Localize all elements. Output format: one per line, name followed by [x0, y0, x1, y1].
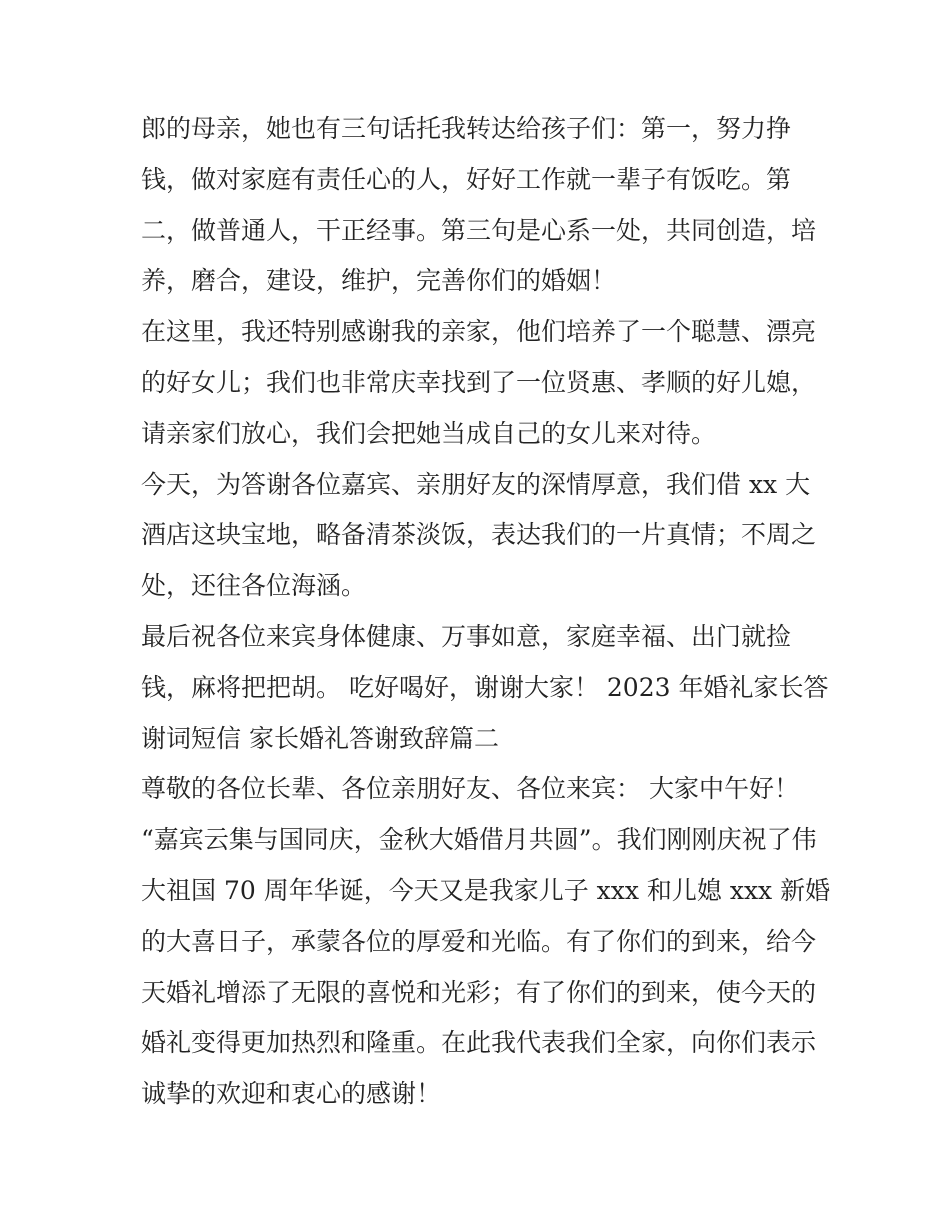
text-line: 郎的母亲，她也有三句话托我转达给孩子们：第一，努力挣	[141, 114, 792, 143]
text-line: 今天，为答谢各位嘉宾、亲朋好友的深情厚意，我们借 xx 大	[141, 469, 811, 499]
text-line: 谢词短信 家长婚礼答谢致辞篇二	[141, 723, 499, 753]
text-line: 最后祝各位来宾身体健康、万事如意，家庭幸福、出门就捡	[141, 621, 792, 651]
text-line: 酒店这块宝地，略备清茶淡饭，表达我们的一片真情；不周之	[141, 520, 817, 550]
text-line: 请亲家们放心，我们会把她当成自己的女儿来对待。	[141, 418, 717, 448]
text-line: 的好女儿；我们也非常庆幸找到了一位贤惠、孝顺的好儿媳，	[141, 367, 817, 397]
text-line: 诚挚的欢迎和衷心的感谢！	[141, 1079, 442, 1109]
text-line: “嘉宾云集与国同庆，金秋大婚借月共圆”。我们刚刚庆祝了伟	[141, 825, 817, 855]
document-body	[141, 104, 831, 1120]
text-line: 在这里，我还特别感谢我的亲家，他们培养了一个聪慧、漂亮	[141, 317, 817, 347]
text-line: 二，做普通人，干正经事。第三句是心系一处，共同创造，培	[141, 215, 817, 245]
text-line: 婚礼变得更加热烈和隆重。在此我代表我们全家，向你们表示	[141, 1028, 817, 1058]
text-line: 尊敬的各位长辈、各位亲朋好友、各位来宾： 大家中午好！	[141, 774, 799, 804]
text-line: 处，还往各位海涵。	[141, 571, 367, 601]
text-line: 钱，麻将把把胡。 吃好喝好，谢谢大家！ 2023 年婚礼家长答	[141, 672, 829, 702]
text-line: 钱，做对家庭有责任心的人，好好工作就一辈子有饭吃。第	[141, 164, 792, 194]
text-line: 大祖国 70 周年华诞，今天又是我家儿子 xxx 和儿媳 xxx 新婚	[141, 875, 831, 905]
text-line: 养，磨合，建设，维护，完善你们的婚姻！	[141, 266, 617, 296]
text-line: 的大喜日子，承蒙各位的厚爱和光临。有了你们的到来，给今	[141, 926, 817, 956]
text-line: 天婚礼增添了无限的喜悦和光彩；有了你们的到来，使今天的	[141, 977, 817, 1007]
